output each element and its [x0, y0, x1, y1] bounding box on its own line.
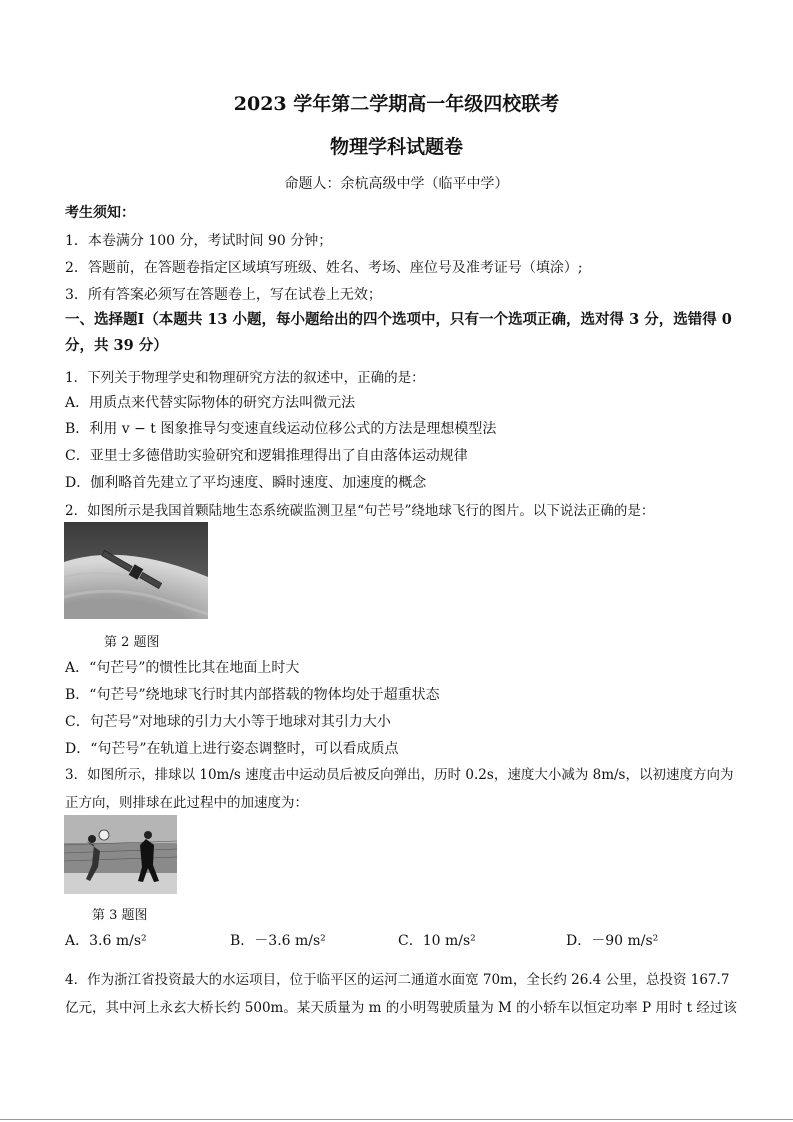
author-line: 命题人：余杭高级中学（临平中学） [284, 176, 509, 192]
option-a: A．3.6 m/s² [65, 933, 147, 949]
section-heading: 一、选择题Ⅰ（本题共 13 小题，每小题给出的四个选项中，只有一个选项正确，选对得 3 分，选错得 0 分，共 39 分） [65, 311, 732, 354]
option-d: D．伽利略首先建立了平均速度、瞬时速度、加速度的概念 [65, 475, 427, 491]
figure-caption: 第 2 题图 [104, 635, 160, 650]
option-b: B．－3.6 m/s² [230, 933, 326, 949]
option-c: C．句芒号”对地球的引力大小等于地球对其引力大小 [65, 714, 391, 730]
option-a: A．用质点来代替实际物体的研究方法叫微元法 [65, 395, 356, 411]
notice-item: 2．答题前，在答题卷指定区域填写班级、姓名、考场、座位号及准考证号（填涂）; [65, 260, 583, 276]
option-a: A．“句芒号”的惯性比其在地面上时大 [65, 660, 300, 676]
page-bottom-rule [0, 1119, 793, 1120]
question-stem: 3．如图所示，排球以 10m/s 速度击中运动员后被反向弹出，历时 0.2s，速度大小减为 8m/s，以初速度方向为正方向，则排球在此过程中的加速度为： [65, 767, 734, 811]
exam-subtitle: 物理学科试题卷 [329, 136, 463, 158]
question-stem: 4．作为浙江省投资最大的水运项目，位于临平区的运河二通道水面宽 70m，全长约 26.4 公里，总投资 167.7 亿元，其中河上永玄大桥长约 500m。某天质量为 m 的小明驾驶质量为 M 的小轿车以恒定功率 P 用时 t 经过该 [65, 972, 737, 1016]
option-c: C．10 m/s² [398, 933, 476, 949]
option-d: D．－90 m/s² [566, 933, 659, 949]
option-b: B．“句芒号”绕地球飞行时其内部搭载的物体均处于超重状态 [65, 687, 440, 703]
question-stem: 2．如图所示是我国首颗陆地生态系统碳监测卫星“句芒号”绕地球飞行的图片。以下说法正确的是： [65, 503, 655, 519]
notice-item: 1．本卷满分 100 分，考试时间 90 分钟； [65, 233, 333, 249]
option-c: C．亚里士多德借助实验研究和逻辑推理得出了自由落体运动规律 [65, 448, 468, 464]
notice-item: 3．所有答案必须写在答题卷上，写在试卷上无效； [65, 287, 382, 303]
question-stem: 1．下列关于物理学史和物理研究方法的叙述中，正确的是： [65, 370, 425, 386]
volleyball-figure [64, 815, 177, 894]
exam-title: 2023 学年第二学期高一年级四校联考 [233, 93, 560, 115]
satellite-figure [64, 522, 208, 619]
notice-heading: 考生须知： [65, 205, 135, 221]
option-b: B．利用 v − t 图象推导匀变速直线运动位移公式的方法是理想模型法 [65, 421, 497, 437]
option-d: D．“句芒号”在轨道上进行姿态调整时，可以看成质点 [65, 741, 399, 757]
figure-caption: 第 3 题图 [92, 908, 148, 923]
